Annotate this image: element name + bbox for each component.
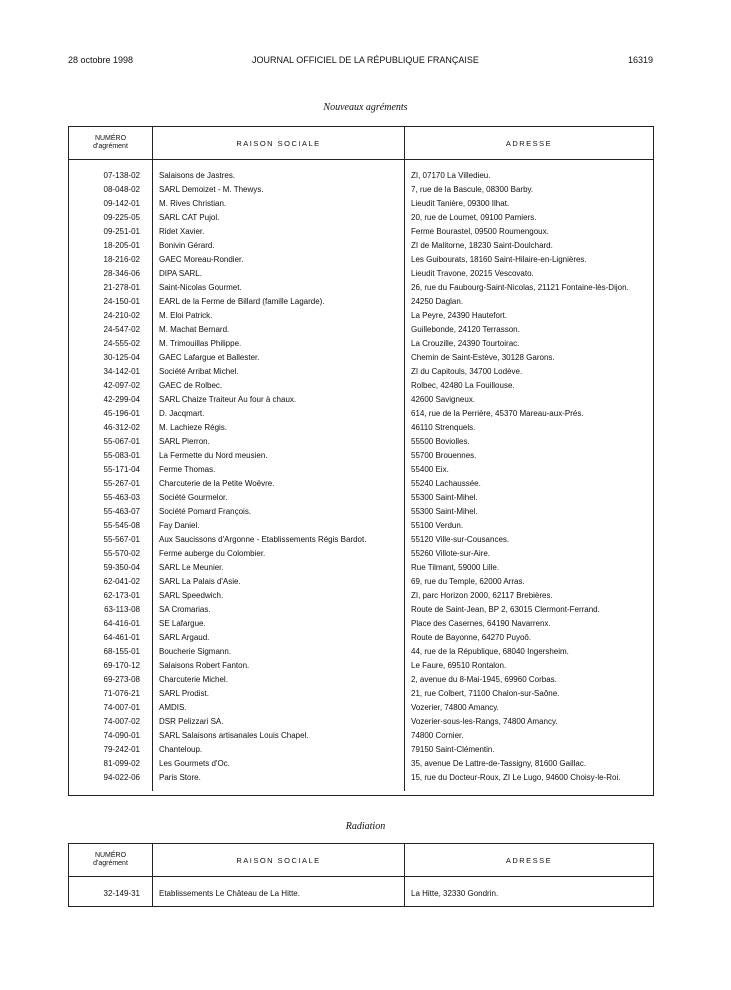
raison-sociale-cell: Paris Store. (159, 773, 201, 782)
numero-cell: 79-242-01 (103, 745, 140, 754)
adresse-cell: 614, rue de la Perrière, 45370 Mareau-aux-Prés. (411, 409, 584, 418)
raison-sociale-cell: SARL La Palais d'Asie. (159, 577, 241, 586)
adresse-cell: Chemin de Saint-Estève, 30128 Garons. (411, 353, 555, 362)
adresse-cell: 42600 Savigneux. (411, 395, 476, 404)
adresse-cell: Vozerier-sous-les-Rangs, 74800 Amancy. (411, 717, 558, 726)
column-header-adresse: ADRESSE (505, 855, 553, 865)
raison-sociale-cell: DIPA SARL. (159, 269, 202, 278)
raison-sociale-cell: D. Jacqmart. (159, 409, 205, 418)
numero-header-line2: d'agrément (93, 143, 128, 150)
raison-sociale-cell: Salaisons de Jastres. (159, 171, 236, 180)
section-title-nouveaux: Nouveaux agréments (323, 102, 408, 113)
raison-sociale-cell: SARL Salaisons artisanales Louis Chapel. (159, 731, 309, 740)
numero-cell: 45-196-01 (103, 409, 140, 418)
raison-sociale-cell: Charcuterie de la Petite Woëvre. (159, 479, 275, 488)
adresse-cell: 55240 Lachaussée. (411, 479, 481, 488)
numero-cell: 55-463-07 (103, 507, 140, 516)
raison-sociale-cell: Société Gourmelor. (159, 493, 228, 502)
adresse-cell: Vozerier, 74800 Amancy. (411, 703, 499, 712)
numero-cell: 32-149-31 (103, 889, 140, 898)
adresse-cell: 7, rue de la Bascule, 08300 Barby. (411, 185, 534, 194)
adresse-cell: 24250 Daglan. (411, 297, 464, 306)
raison-sociale-cell: SARL Speedwich. (159, 591, 224, 600)
raison-sociale-cell: Saint-Nicolas Gourmet. (159, 283, 242, 292)
raison-column (153, 877, 405, 907)
section-title-radiation: Radiation (345, 821, 386, 832)
raison-sociale-cell: Etablissements Le Château de La Hitte. (159, 889, 300, 898)
adresse-cell: 69, rue du Temple, 62000 Arras. (411, 577, 525, 586)
numero-cell: 55-570-02 (103, 549, 140, 558)
adresse-cell: ZI, 07170 La Villedieu. (411, 171, 491, 180)
raison-sociale-cell: Chanteloup. (159, 745, 203, 754)
raison-sociale-cell: SARL Pierron. (159, 437, 210, 446)
raison-sociale-cell: Société Pomard François. (159, 507, 252, 516)
adresse-cell: Ferme Bourastel, 09500 Roumengoux. (411, 227, 549, 236)
numero-column (69, 160, 153, 791)
adresse-cell: Place des Casernes, 64190 Navarrenx. (411, 619, 551, 628)
adresse-cell: Route de Bayonne, 64270 Puyoô. (411, 633, 532, 642)
raison-sociale-cell: AMDIS. (159, 703, 187, 712)
numero-cell: 42-299-04 (103, 395, 140, 404)
numero-cell: 24-210-02 (103, 311, 140, 320)
numero-cell: 74-090-01 (103, 731, 140, 740)
adresse-cell: 2, avenue du 8-Mai-1945, 69960 Corbas. (411, 675, 557, 684)
numero-header-line1: NUMÉRO (94, 852, 127, 859)
table-body (69, 877, 653, 907)
column-header-numero (69, 127, 153, 159)
raison-sociale-cell: Bonivin Gérard. (159, 241, 215, 250)
numero-cell: 08-048-02 (103, 185, 140, 194)
numero-cell: 81-099-02 (103, 759, 140, 768)
raison-sociale-cell: GAEC Moreau-Rondier. (159, 255, 244, 264)
numero-cell: 55-083-01 (103, 451, 140, 460)
raison-sociale-cell: Les Gourmets d'Oc. (159, 759, 230, 768)
numero-cell: 55-567-01 (103, 535, 140, 544)
numero-cell: 24-547-02 (103, 325, 140, 334)
numero-cell: 21-278-01 (103, 283, 140, 292)
table-header (69, 844, 653, 877)
raison-sociale-cell: Boucherie Sigmann. (159, 647, 232, 656)
adresse-cell: La Hitte, 32330 Gondrin. (411, 889, 499, 898)
adresse-cell: 55260 Villote-sur-Aire. (411, 549, 491, 558)
column-header-raison-sociale: RAISON SOCIALE (153, 844, 405, 876)
numero-cell: 68-155-01 (103, 647, 140, 656)
raison-sociale-cell: EARL de la Ferme de Billard (famille Lagarde). (159, 297, 325, 306)
table-header (69, 127, 653, 160)
numero-cell: 09-225-05 (103, 213, 140, 222)
raison-sociale-cell: M. Machat Bernard. (159, 325, 230, 334)
numero-cell: 18-205-01 (103, 241, 140, 250)
raison-sociale-cell: M. Lachieze Régis. (159, 423, 228, 432)
column-header-numero (69, 844, 153, 876)
adresse-cell: 55300 Saint-Mihel. (411, 507, 478, 516)
raison-sociale-cell: La Fermette du Nord meusien. (159, 451, 268, 460)
adresse-cell: La Peyre, 24390 Hautefort. (411, 311, 508, 320)
adresse-cell: 55500 Boviolles. (411, 437, 470, 446)
raison-sociale-cell: DSR Pelizzari SA. (159, 717, 224, 726)
numero-cell: 62-041-02 (103, 577, 140, 586)
numero-cell: 24-150-01 (103, 297, 140, 306)
adresse-cell: 55120 Ville-sur-Cousances. (411, 535, 510, 544)
raison-sociale-cell: Aux Saucissons d'Argonne - Etablissements Régis Bardot. (159, 535, 367, 544)
numero-cell: 69-170-12 (103, 661, 140, 670)
raison-sociale-cell: SARL Chaize Traiteur Au four à chaux. (159, 395, 297, 404)
radiation-table (68, 843, 654, 907)
numero-cell: 59-350-04 (103, 563, 140, 572)
numero-cell: 94-022-06 (103, 773, 140, 782)
adresse-cell: Lieudit Travone, 20215 Vescovato. (411, 269, 534, 278)
raison-sociale-cell: GAEC Lafargue et Ballester. (159, 353, 260, 362)
adresse-cell: 44, rue de la République, 68040 Ingersheim. (411, 647, 569, 656)
adresse-cell: ZI de Malitorne, 18230 Saint-Doulchard. (411, 241, 553, 250)
column-header-raison-sociale: RAISON SOCIALE (153, 127, 405, 159)
page-number: 16319 (627, 55, 653, 65)
raison-sociale-cell: Fay Daniel. (159, 521, 200, 530)
raison-sociale-cell: SARL Demoizet - M. Thewys. (159, 185, 264, 194)
raison-sociale-cell: Ferme Thomas. (159, 465, 216, 474)
numero-cell: 09-251-01 (103, 227, 140, 236)
numero-cell: 71-076-21 (103, 689, 140, 698)
adresse-cell: 74800 Cornier. (411, 731, 464, 740)
adresse-cell: 79150 Saint-Clémentin. (411, 745, 495, 754)
adresse-cell: 55300 Saint-Mihel. (411, 493, 478, 502)
adresse-column (405, 877, 653, 907)
numero-cell: 18-216-02 (103, 255, 140, 264)
numero-cell: 74-007-02 (103, 717, 140, 726)
numero-cell: 34-142-01 (103, 367, 140, 376)
adresse-cell: Guillebonde, 24120 Terrasson. (411, 325, 520, 334)
raison-sociale-cell: SARL Argaud. (159, 633, 210, 642)
numero-cell: 09-142-01 (103, 199, 140, 208)
numero-cell: 46-312-02 (103, 423, 140, 432)
adresse-column (405, 160, 653, 791)
adresse-cell: La Crouzille, 24390 Tourtoirac. (411, 339, 520, 348)
journal-title: JOURNAL OFFICIEL DE LA RÉPUBLIQUE FRANÇAISE (252, 55, 479, 65)
numero-header-line2: d'agrément (93, 860, 128, 867)
raison-column (153, 160, 405, 791)
numero-cell: 69-273-08 (103, 675, 140, 684)
numero-column (69, 877, 153, 907)
raison-sociale-cell: Société Arribat Michel. (159, 367, 239, 376)
header-date: 28 octobre 1998 (68, 55, 134, 65)
numero-cell: 74-007-01 (103, 703, 140, 712)
numero-cell: 30-125-04 (103, 353, 140, 362)
raison-sociale-cell: SARL Le Meunier. (159, 563, 224, 572)
adresse-cell: Le Faure, 69510 Rontalon. (411, 661, 507, 670)
numero-cell: 24-555-02 (103, 339, 140, 348)
numero-cell: 55-267-01 (103, 479, 140, 488)
numero-cell: 07-138-02 (103, 171, 140, 180)
adresse-cell: Route de Saint-Jean, BP 2, 63015 Clermont-Ferrand. (411, 605, 600, 614)
raison-sociale-cell: SARL Prodist. (159, 689, 209, 698)
adresse-cell: Les Guibourats, 18160 Saint-Hilaire-en-Lignières. (411, 255, 587, 264)
numero-cell: 64-461-01 (103, 633, 140, 642)
nouveaux-agrements-table (68, 126, 654, 796)
adresse-cell: ZI, parc Horizon 2000, 62117 Brebières. (411, 591, 553, 600)
adresse-cell: 55100 Verdun. (411, 521, 464, 530)
raison-sociale-cell: M. Trimouillas Philippe. (159, 339, 242, 348)
adresse-cell: 21, rue Colbert, 71100 Chalon-sur-Saône. (411, 689, 560, 698)
numero-cell: 62-173-01 (103, 591, 140, 600)
numero-cell: 55-545-08 (103, 521, 140, 530)
adresse-cell: 26, rue du Faubourg-Saint-Nicolas, 21121 Fontaine-lès-Dijon. (411, 283, 629, 292)
raison-sociale-cell: M. Eloi Patrick. (159, 311, 213, 320)
adresse-cell: 55700 Brouennes. (411, 451, 477, 460)
adresse-cell: 20, rue de Loumet, 09100 Pamiers. (411, 213, 537, 222)
raison-sociale-cell: Charcuterie Michel. (159, 675, 228, 684)
raison-sociale-cell: Ridet Xavier. (159, 227, 205, 236)
adresse-cell: ZI du Capitouls, 34700 Lodève. (411, 367, 523, 376)
numero-cell: 64-416-01 (103, 619, 140, 628)
raison-sociale-cell: GAEC de Rolbec. (159, 381, 223, 390)
adresse-cell: Rolbec, 42480 La Fouillouse. (411, 381, 515, 390)
numero-cell: 55-171-04 (103, 465, 140, 474)
numero-cell: 55-067-01 (103, 437, 140, 446)
adresse-cell: 55400 Eix. (411, 465, 449, 474)
adresse-cell: 35, avenue De Lattre-de-Tassigny, 81600 Gaillac. (411, 759, 587, 768)
raison-sociale-cell: SA Cromarias. (159, 605, 211, 614)
raison-sociale-cell: Salaisons Robert Fanton. (159, 661, 250, 670)
numero-cell: 55-463-03 (103, 493, 140, 502)
table-body (69, 160, 653, 791)
adresse-cell: 46110 Strenquels. (411, 423, 476, 432)
numero-cell: 63-113-08 (104, 605, 140, 614)
numero-cell: 42-097-02 (103, 381, 140, 390)
adresse-cell: Lieudit Tanière, 09300 Ilhat. (411, 199, 510, 208)
raison-sociale-cell: SE Lafargue. (159, 619, 206, 628)
raison-sociale-cell: SARL CAT Pujol. (159, 213, 220, 222)
raison-sociale-cell: M. Rives Christian. (159, 199, 227, 208)
adresse-cell: Rue Tilmant, 59000 Lille. (411, 563, 500, 572)
raison-sociale-cell: Ferme auberge du Colombier. (159, 549, 266, 558)
column-header-adresse: ADRESSE (505, 138, 553, 148)
numero-header-line1: NUMÉRO (94, 135, 127, 142)
adresse-cell: 15, rue du Docteur-Roux, ZI Le Lugo, 94600 Choisy-le-Roi. (411, 773, 621, 782)
numero-cell: 28-346-06 (103, 269, 140, 278)
